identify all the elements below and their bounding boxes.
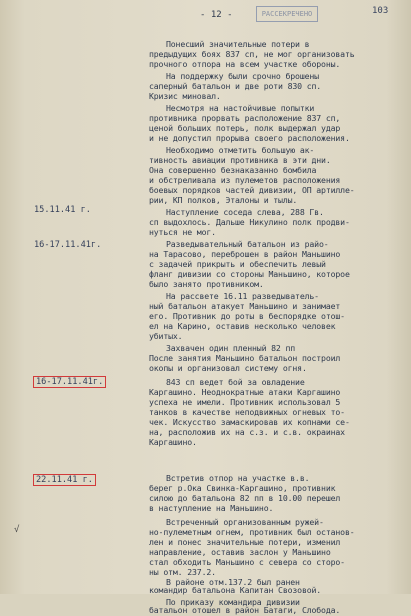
text-line: фланг дивизии со стороны Маньшино, которое bbox=[149, 269, 350, 279]
text-line: рии, КП полков, Эталоны и тылы. bbox=[149, 195, 298, 205]
text-line: его. Противник до роты в беспорядке отош- bbox=[149, 311, 345, 321]
text-line: Несмотря на настойчивые попытки bbox=[166, 103, 315, 113]
text-line: Захвачен один пленный 82 пп bbox=[166, 343, 296, 353]
text-line: но-пулеметным огнем, противник был останов- bbox=[149, 527, 355, 537]
text-line: Разведывательный батальон из райо- bbox=[166, 239, 329, 249]
text-line: боевых порядков частей дивизии, ОП артилле- bbox=[149, 185, 355, 195]
text-line: По приказу командира дивизии bbox=[166, 597, 300, 607]
margin-date: 15.11.41 г. bbox=[34, 205, 91, 215]
declassified-stamp bbox=[256, 6, 318, 22]
text-line: силою до батальона 82 пп в 10.00 перешел bbox=[149, 493, 341, 503]
text-line: После занятия Маньшино батальон построил bbox=[149, 353, 341, 363]
text-line: лен и понес значительные потери, изменил bbox=[149, 537, 341, 547]
text-line: 843 сп ведет бой за овладение bbox=[166, 377, 305, 387]
text-line: Каргашино. Неоднократные атаки Каргашино bbox=[149, 387, 341, 397]
text-line: командир батальона Капитан Свозовой. bbox=[149, 585, 322, 595]
text-line: На поддержку были срочно брошены bbox=[166, 71, 319, 81]
text-line: ны отм. 237.2. bbox=[149, 567, 216, 577]
text-line: и не допустил прорыва своего расположения. bbox=[149, 133, 350, 143]
text-line: ел на Карино, оставив несколько человек bbox=[149, 321, 336, 331]
text-line: берег р.Ока Свинка-Каргашино, противник bbox=[149, 483, 336, 493]
text-line: направление, оставив заслон у Маньшино bbox=[149, 547, 331, 557]
text-line: Она совершенно безнаказанно бомбила bbox=[149, 165, 317, 175]
text-line: Наступление соседа слева, 288 Гв. bbox=[166, 207, 324, 217]
text-line: и обстреливала из пулеметов расположения bbox=[149, 175, 341, 185]
text-line: с задачей прикрыть и обеспечить левый bbox=[149, 259, 326, 269]
text-line: батальон отошел в район Батаги, Слобода. bbox=[149, 605, 341, 615]
text-line: предыдущих боях 837 сп, не мог организовать bbox=[149, 49, 355, 59]
text-line: Необходимо отметить большую ак- bbox=[166, 145, 315, 155]
text-line: в наступление на Маньшино. bbox=[149, 503, 274, 513]
stamp-text: РАССЕКРЕЧЕНО bbox=[261, 10, 313, 18]
margin-date: 16-17.11.41г. bbox=[34, 240, 102, 250]
text-line: В районе отм.137.2 был ранен bbox=[166, 577, 300, 587]
page-number: - 12 - bbox=[200, 10, 233, 20]
text-line: противника прорвать расположение 837 сп, bbox=[149, 113, 341, 123]
archive-number: 103 bbox=[372, 6, 389, 16]
text-line: танков в качестве неподвижных огневых то- bbox=[149, 407, 345, 417]
text-line: нуться не мог. bbox=[149, 227, 216, 237]
text-line: Кризис миновал. bbox=[149, 91, 221, 101]
text-line: убитых. bbox=[149, 331, 183, 341]
text-line: на, расположив их на с.з. и с.в. окраинах bbox=[149, 427, 345, 437]
text-line: на Тарасово, переброшен в район Маньшино bbox=[149, 249, 341, 259]
margin-mark: √ bbox=[14, 525, 20, 535]
text-line: окопы и организовал систему огня. bbox=[149, 363, 307, 373]
text-line: Встретив отпор на участке в.в. bbox=[166, 473, 310, 483]
text-line: чек. Искусство замаскировав их копнами се- bbox=[149, 417, 350, 427]
text-line: сп выдохлось. Дальше Никулино полк продви- bbox=[149, 217, 350, 227]
text-line: Каргашино. bbox=[149, 437, 197, 447]
text-line: Понесший значительные потери в bbox=[166, 39, 310, 49]
text-line: было занято противником. bbox=[149, 279, 264, 289]
text-line: Встреченный организованным ружей- bbox=[166, 517, 324, 527]
text-line: стал обходить Маньшино с севера со сторо- bbox=[149, 557, 345, 567]
text-line: тивность авиации противника в эти дни. bbox=[149, 155, 331, 165]
text-line: саперный батальон и две роти 830 сп. bbox=[149, 81, 322, 91]
text-line: успеха не имели. Противник использовал 5 bbox=[149, 397, 341, 407]
text-line: ный батальон атакует Маньшино и занимает bbox=[149, 301, 341, 311]
text-line: прочного отпора на всем участке обороны. bbox=[149, 59, 341, 69]
text-line: ценой больших потерь, полк выдержал удар bbox=[149, 123, 341, 133]
text-line: На рассвете 16.11 разведыватель- bbox=[166, 291, 319, 301]
margin-date-highlighted: 16-17.11.41г. bbox=[33, 376, 106, 388]
margin-date-highlighted: 22.11.41 г. bbox=[33, 474, 96, 486]
